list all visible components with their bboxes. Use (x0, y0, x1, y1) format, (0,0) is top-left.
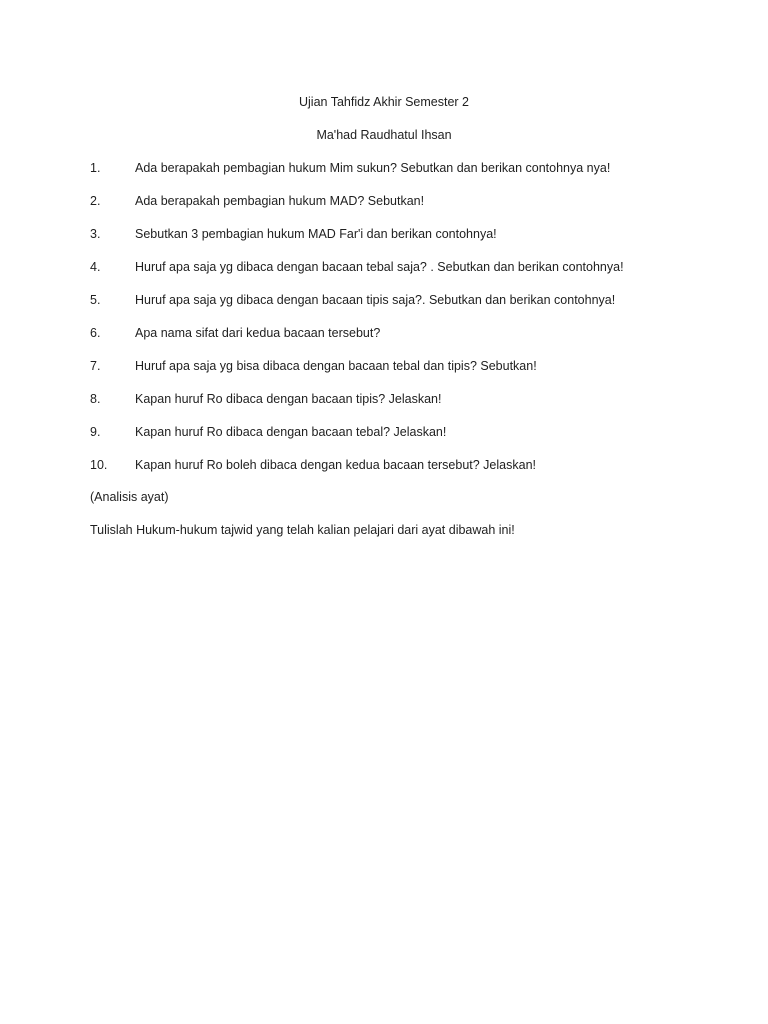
question-number: 3. (90, 227, 101, 241)
question-number: 9. (90, 425, 101, 439)
question-item (90, 226, 624, 259)
question-number: 7. (90, 359, 101, 373)
question-item (90, 325, 624, 358)
question-number: 6. (90, 326, 101, 340)
question-item (90, 292, 624, 325)
question-number: 2. (90, 194, 101, 208)
question-text: Kapan huruf Ro dibaca dengan bacaan tebal? Jelaskan! (135, 425, 447, 439)
question-text: Huruf apa saja yg dibaca dengan bacaan tebal saja? . Sebutkan dan berikan contohnya! (135, 260, 624, 274)
question-text: Kapan huruf Ro boleh dibaca dengan kedua bacaan tersebut? Jelaskan! (135, 458, 536, 472)
page-title: Ujian Tahfidz Akhir Semester 2 (299, 95, 469, 109)
question-item (90, 424, 624, 457)
question-text: Huruf apa saja yg dibaca dengan bacaan tipis saja?. Sebutkan dan berikan contohnya! (135, 293, 616, 307)
question-number: 8. (90, 392, 101, 406)
analysis-label: (Analisis ayat) (90, 490, 169, 504)
question-number: 4. (90, 260, 101, 274)
question-text: Ada berapakah pembagian hukum Mim sukun? Sebutkan dan berikan contohnya nya! (135, 161, 611, 175)
question-item (90, 391, 624, 424)
question-item (90, 160, 624, 193)
question-number: 10. (90, 458, 108, 472)
question-item (90, 457, 624, 490)
question-text: Apa nama sifat dari kedua bacaan tersebut? (135, 326, 381, 340)
question-text: Kapan huruf Ro dibaca dengan bacaan tipis? Jelaskan! (135, 392, 442, 406)
page-subtitle: Ma'had Raudhatul Ihsan (316, 128, 452, 142)
question-item (90, 259, 624, 292)
question-text: Sebutkan 3 pembagian hukum MAD Far'i dan berikan contohnya! (135, 227, 497, 241)
question-number: 1. (90, 161, 101, 175)
question-list (90, 160, 624, 490)
question-text: Huruf apa saja yg bisa dibaca dengan bacaan tebal dan tipis? Sebutkan! (135, 359, 537, 373)
instruction-text: Tulislah Hukum-hukum tajwid yang telah kalian pelajari dari ayat dibawah ini! (90, 523, 515, 537)
question-number: 5. (90, 293, 101, 307)
question-text: Ada berapakah pembagian hukum MAD? Sebutkan! (135, 194, 425, 208)
question-item (90, 193, 624, 226)
question-item (90, 358, 624, 391)
